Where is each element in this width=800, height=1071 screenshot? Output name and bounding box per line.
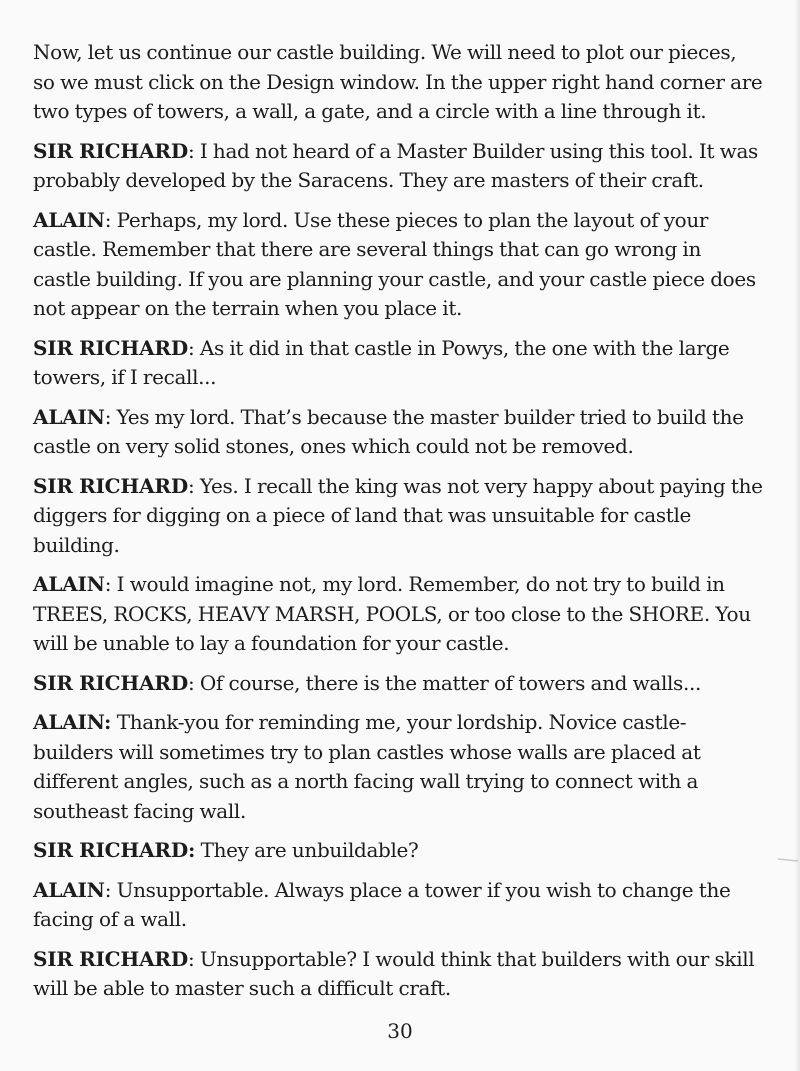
speaker-name: ALAIN: [33, 404, 105, 429]
speaker-name: SIR RICHARD: [33, 473, 188, 498]
speaker-name: SIR RICHARD: [33, 138, 188, 163]
dialogue-text: : I would imagine not, my lord. Remember, do not try to build in TREES, ROCKS, HEAVY MARSH, POOLS, or too close to the SHORE. You will be unable to lay a foundation for your castle.: [33, 572, 751, 655]
dialogue-sir-richard: [33, 472, 763, 561]
dialogue-text: : Perhaps, my lord. Use these pieces to plan the layout of your castle. Remember that there are several things that can go wrong in castle building. If you are planning your castle, and your castle piece does not appear on the terrain when you place it.: [33, 207, 756, 320]
dialogue-text: : Of course, there is the matter of towers and walls...: [187, 670, 701, 695]
page-edge-shadow: [794, 0, 800, 1071]
dialogue-sir-richard: [33, 334, 763, 393]
dialogue-alain: [33, 708, 763, 826]
dialogue-text: Thank-you for reminding me, your lordship. Novice castle-builders will sometimes try to plan castles whose walls are placed at different angles, such as a north facing wall trying to connect with a southeast facing wall.: [33, 710, 701, 823]
dialogue-sir-richard: [33, 836, 763, 866]
dialogue-alain: [33, 876, 763, 935]
dialogue-text: : Yes. I recall the king was not very happy about paying the diggers for digging on a piece of land that was unsuitable for castle building.: [33, 473, 763, 557]
scan-mark: [776, 858, 800, 862]
speaker-name: ALAIN: [33, 877, 105, 902]
speaker-name: ALAIN: [33, 572, 105, 596]
speaker-name: SIR RICHARD:: [33, 838, 196, 862]
dialogue-text: : I had not heard of a Master Builder using this tool. It was probably developed by the Saracens. They are masters of their craft.: [33, 138, 758, 192]
dialogue-text: : Yes my lord. That’s because the master builder tried to build the castle on very solid stones, ones which could not be removed.: [33, 404, 744, 458]
dialogue-sir-richard: [33, 945, 763, 1004]
page-number: 30: [387, 1019, 413, 1043]
dialogue-alain: [33, 403, 763, 462]
dialogue-text: : As it did in that castle in Powys, the one with the large towers, if I recall...: [33, 335, 730, 389]
dialogue-sir-richard: [33, 137, 763, 196]
page-body: [33, 38, 763, 1014]
speaker-name: ALAIN:: [33, 710, 112, 734]
dialogue-text: : Unsupportable? I would think that builders with our skill will be able to master such a difficult craft.: [33, 946, 755, 1000]
dialogue-text: : Unsupportable. Always place a tower if you wish to change the facing of a wall.: [33, 877, 731, 931]
paragraph-text: Now, let us continue our castle building. We will need to plot our pieces, so we must click on the Design window. In the upper right hand corner are two types of towers, a wall, a gate, and a circle with a line through it.: [33, 40, 763, 123]
speaker-name: SIR RICHARD: [33, 670, 188, 695]
speaker-name: SIR RICHARD: [33, 335, 188, 360]
dialogue-alain: [33, 570, 763, 659]
paragraph-intro: [33, 38, 763, 127]
dialogue-text: They are unbuildable?: [195, 838, 419, 862]
speaker-name: SIR RICHARD: [33, 946, 188, 971]
speaker-name: ALAIN: [33, 207, 105, 232]
dialogue-sir-richard: [33, 669, 763, 699]
dialogue-alain: [33, 206, 763, 324]
